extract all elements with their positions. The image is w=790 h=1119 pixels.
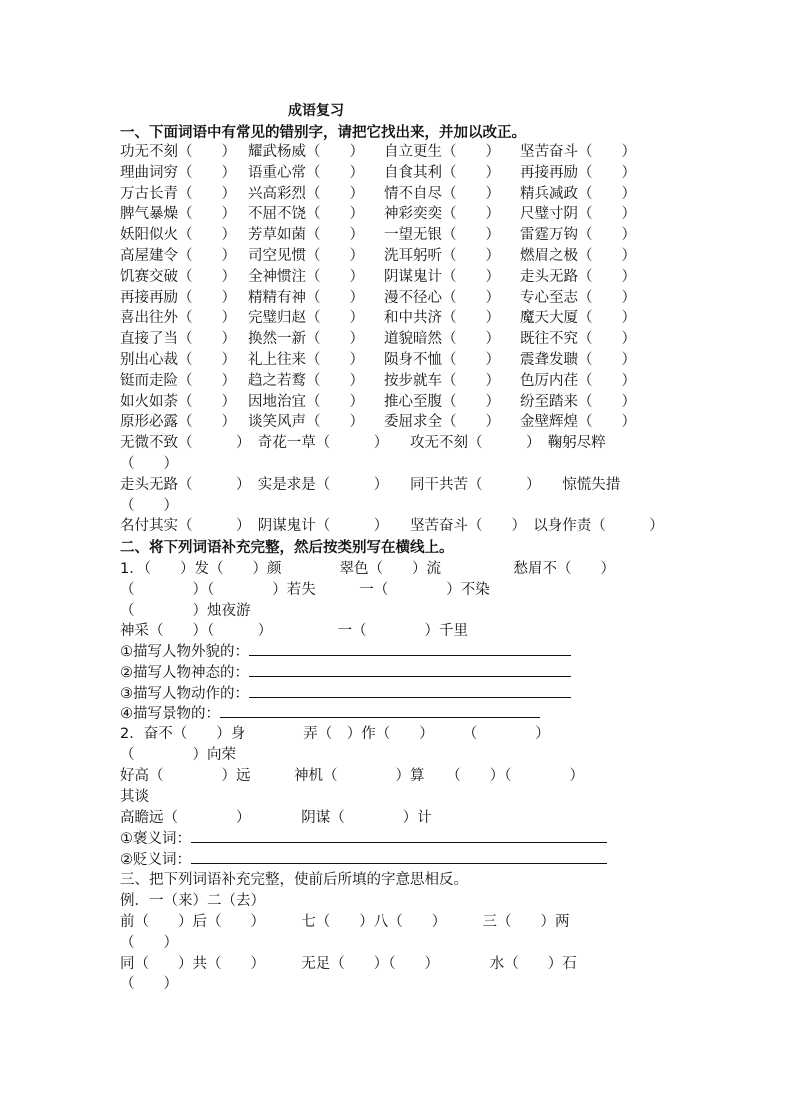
idiom-item: 别出心裁（ ）	[120, 352, 236, 368]
section1-extra-line: 走头无路（ ） 实是求是（ ） 同干共苦（ ） 惊慌失措	[120, 477, 621, 493]
idiom-item: 语重心常（ ）	[248, 164, 364, 181]
blank-label: ②贬义词：	[120, 852, 191, 868]
idiom-item: 芳草如菌（ ）	[248, 227, 364, 244]
section3-heading: 三、把下列词语补充完整，使前后所填的字意思相反。	[120, 872, 468, 888]
section1-extra-line: （ ）	[120, 456, 178, 472]
blank-label: ①描写人物外貌的：	[120, 644, 249, 660]
idiom-item: 礼上往来（ ）	[248, 352, 364, 368]
section3-line: （ ）	[120, 976, 178, 992]
idiom-item: 铤而走险（ ）	[120, 372, 236, 389]
q2-blank-derogatory	[120, 848, 607, 869]
idiom-item: 阴谋鬼计（ ）	[384, 268, 500, 285]
idiom-item: 换然一新（ ）	[248, 331, 364, 348]
idiom-item: 高屋建令（ ）	[120, 248, 236, 264]
idiom-item: 耀武杨威（ ）	[248, 144, 364, 160]
page-title: 成语复习	[288, 103, 344, 119]
q1-line: （ ）烛夜游	[120, 603, 251, 619]
idiom-item: 妖阳似火（ ）	[120, 227, 236, 244]
idiom-item: 喜出往外（ ）	[120, 310, 236, 327]
idiom-item: 全神惯注（ ）	[248, 268, 364, 285]
idiom-item: 陨身不恤（ ）	[384, 352, 500, 368]
idiom-item: 如火如荼（ ）	[120, 393, 236, 410]
q2-line: （ ）向荣	[120, 747, 236, 763]
section1-extra-line: 无微不致（ ） 奇花一草（ ） 攻无不刻（ ） 鞠躬尽粹	[120, 435, 606, 451]
idiom-item: 精精有神（ ）	[248, 289, 364, 306]
idiom-item: 洗耳躬听（ ）	[384, 248, 500, 264]
idiom-item: 一望无银（ ）	[384, 227, 500, 244]
section3-line: 前（ ）后（ ） 七（ ）八（ ） 三（ ）两	[120, 914, 570, 930]
idiom-item: 漫不径心（ ）	[384, 289, 500, 306]
blank-label: ③描写人物动作的：	[120, 686, 249, 702]
idiom-item: 不屈不饶（ ）	[248, 206, 364, 223]
answer-blank[interactable]	[191, 849, 607, 864]
idiom-item: 直接了当（ ）	[120, 331, 236, 348]
q2-line: 高瞻远（ ） 阴谋（ ）计	[120, 810, 432, 826]
idiom-item: 走头无路（ ）	[520, 268, 636, 285]
answer-blank[interactable]	[191, 828, 607, 843]
idiom-item: 震聋发聩（ ）	[520, 352, 636, 368]
blank-label: ②描写人物神态的：	[120, 665, 249, 681]
idiom-item: 再接再励（ ）	[120, 289, 236, 306]
idiom-item: 按步就车（ ）	[384, 372, 500, 389]
idiom-item: 神彩奕奕（ ）	[384, 206, 500, 223]
idiom-item: 理曲词穷（ ）	[120, 164, 236, 181]
q1-blank-scenery	[120, 702, 540, 723]
idiom-item: 金壁辉煌（ ）	[520, 414, 636, 431]
idiom-item: 道貌暗然（ ）	[384, 331, 500, 348]
idiom-item: 坚苦奋斗（ ）	[520, 144, 636, 160]
section2-heading: 二、将下列词语补充完整，然后按类别写在横线上。	[120, 540, 454, 556]
answer-blank[interactable]	[249, 641, 571, 656]
idiom-item: 委屈求全（ ）	[384, 414, 500, 431]
idiom-item: 司空见惯（ ）	[248, 248, 364, 264]
idiom-item: 功无不刻（ ）	[120, 144, 236, 160]
idiom-item: 脾气暴燥（ ）	[120, 206, 236, 223]
idiom-item: 饥赛交破（ ）	[120, 268, 236, 285]
answer-blank[interactable]	[220, 703, 540, 718]
idiom-item: 专心至志（ ）	[520, 289, 636, 306]
idiom-item: 再接再励（ ）	[520, 164, 636, 181]
q2-line: 其谈	[120, 789, 149, 805]
q2-blank-commendatory	[120, 827, 607, 848]
answer-blank[interactable]	[249, 662, 571, 677]
answer-blank[interactable]	[249, 683, 571, 698]
idiom-item: 原形必露（ ）	[120, 414, 236, 431]
idiom-item: 燃眉之极（ ）	[520, 248, 636, 264]
section1-extra-line: （ ）	[120, 498, 178, 514]
idiom-item: 尺璧寸阴（ ）	[520, 206, 636, 223]
idiom-item: 谈笑风声（ ）	[248, 414, 364, 431]
idiom-item: 和中共济（ ）	[384, 310, 500, 327]
idiom-item: 纷至踏来（ ）	[520, 393, 636, 410]
idiom-item: 因地治宜（ ）	[248, 393, 364, 410]
q1-blank-action	[120, 682, 571, 703]
q1-blank-outer-appearance	[120, 640, 571, 661]
idiom-item: 推心至腹（ ）	[384, 393, 500, 410]
idiom-item: 自食其利（ ）	[384, 164, 500, 181]
q1-line: （ ）（ ）若失 一（ ）不染	[120, 582, 490, 598]
idiom-item: 趋之若鹜（ ）	[248, 372, 364, 389]
blank-label: ①褒义词：	[120, 831, 191, 847]
idiom-item: 完璧归赵（ ）	[248, 310, 364, 327]
q2-line: 好高（ ）远 神机（ ）算 （ ）（ ）	[120, 768, 584, 784]
q1-line: 神采（ ）（ ） 一（ ）千里	[120, 623, 468, 639]
idiom-item: 万古长青（ ）	[120, 185, 236, 202]
q1-blank-expression	[120, 661, 571, 682]
idiom-item: 精兵减政（ ）	[520, 185, 636, 202]
blank-label: ④描写景物的：	[120, 706, 220, 722]
q2-line: 2．奋不（ ）身 弄（ ）作（ ） （ ）	[120, 726, 550, 742]
section1-extra-line: 名付其实（ ） 阴谋鬼计（ ） 坚苦奋斗（ ） 以身作责（ ）	[120, 518, 664, 534]
q1-line: 1．（ ）发（ ）颜 翠色（ ）流 愁眉不（ ）	[120, 561, 615, 577]
idiom-item: 兴高彩烈（ ）	[248, 185, 364, 202]
idiom-item: 自立更生（ ）	[384, 144, 500, 160]
section1-heading: 一、下面词语中有常见的错别字，请把它找出来，并加以改正。	[120, 125, 526, 141]
idiom-item: 魔天大厦（ ）	[520, 310, 636, 327]
idiom-item: 色厉内荏（ ）	[520, 372, 636, 389]
idiom-item: 雷霆万钩（ ）	[520, 227, 636, 244]
idiom-item: 情不自尽（ ）	[384, 185, 500, 202]
section3-line: 同（ ）共（ ） 无足（ ）（ ） 水（ ）石	[120, 956, 577, 972]
idiom-item: 既往不究（ ）	[520, 331, 636, 348]
section3-line: （ ）	[120, 935, 178, 951]
section3-example: 例．一（来）二（去）	[120, 893, 265, 909]
